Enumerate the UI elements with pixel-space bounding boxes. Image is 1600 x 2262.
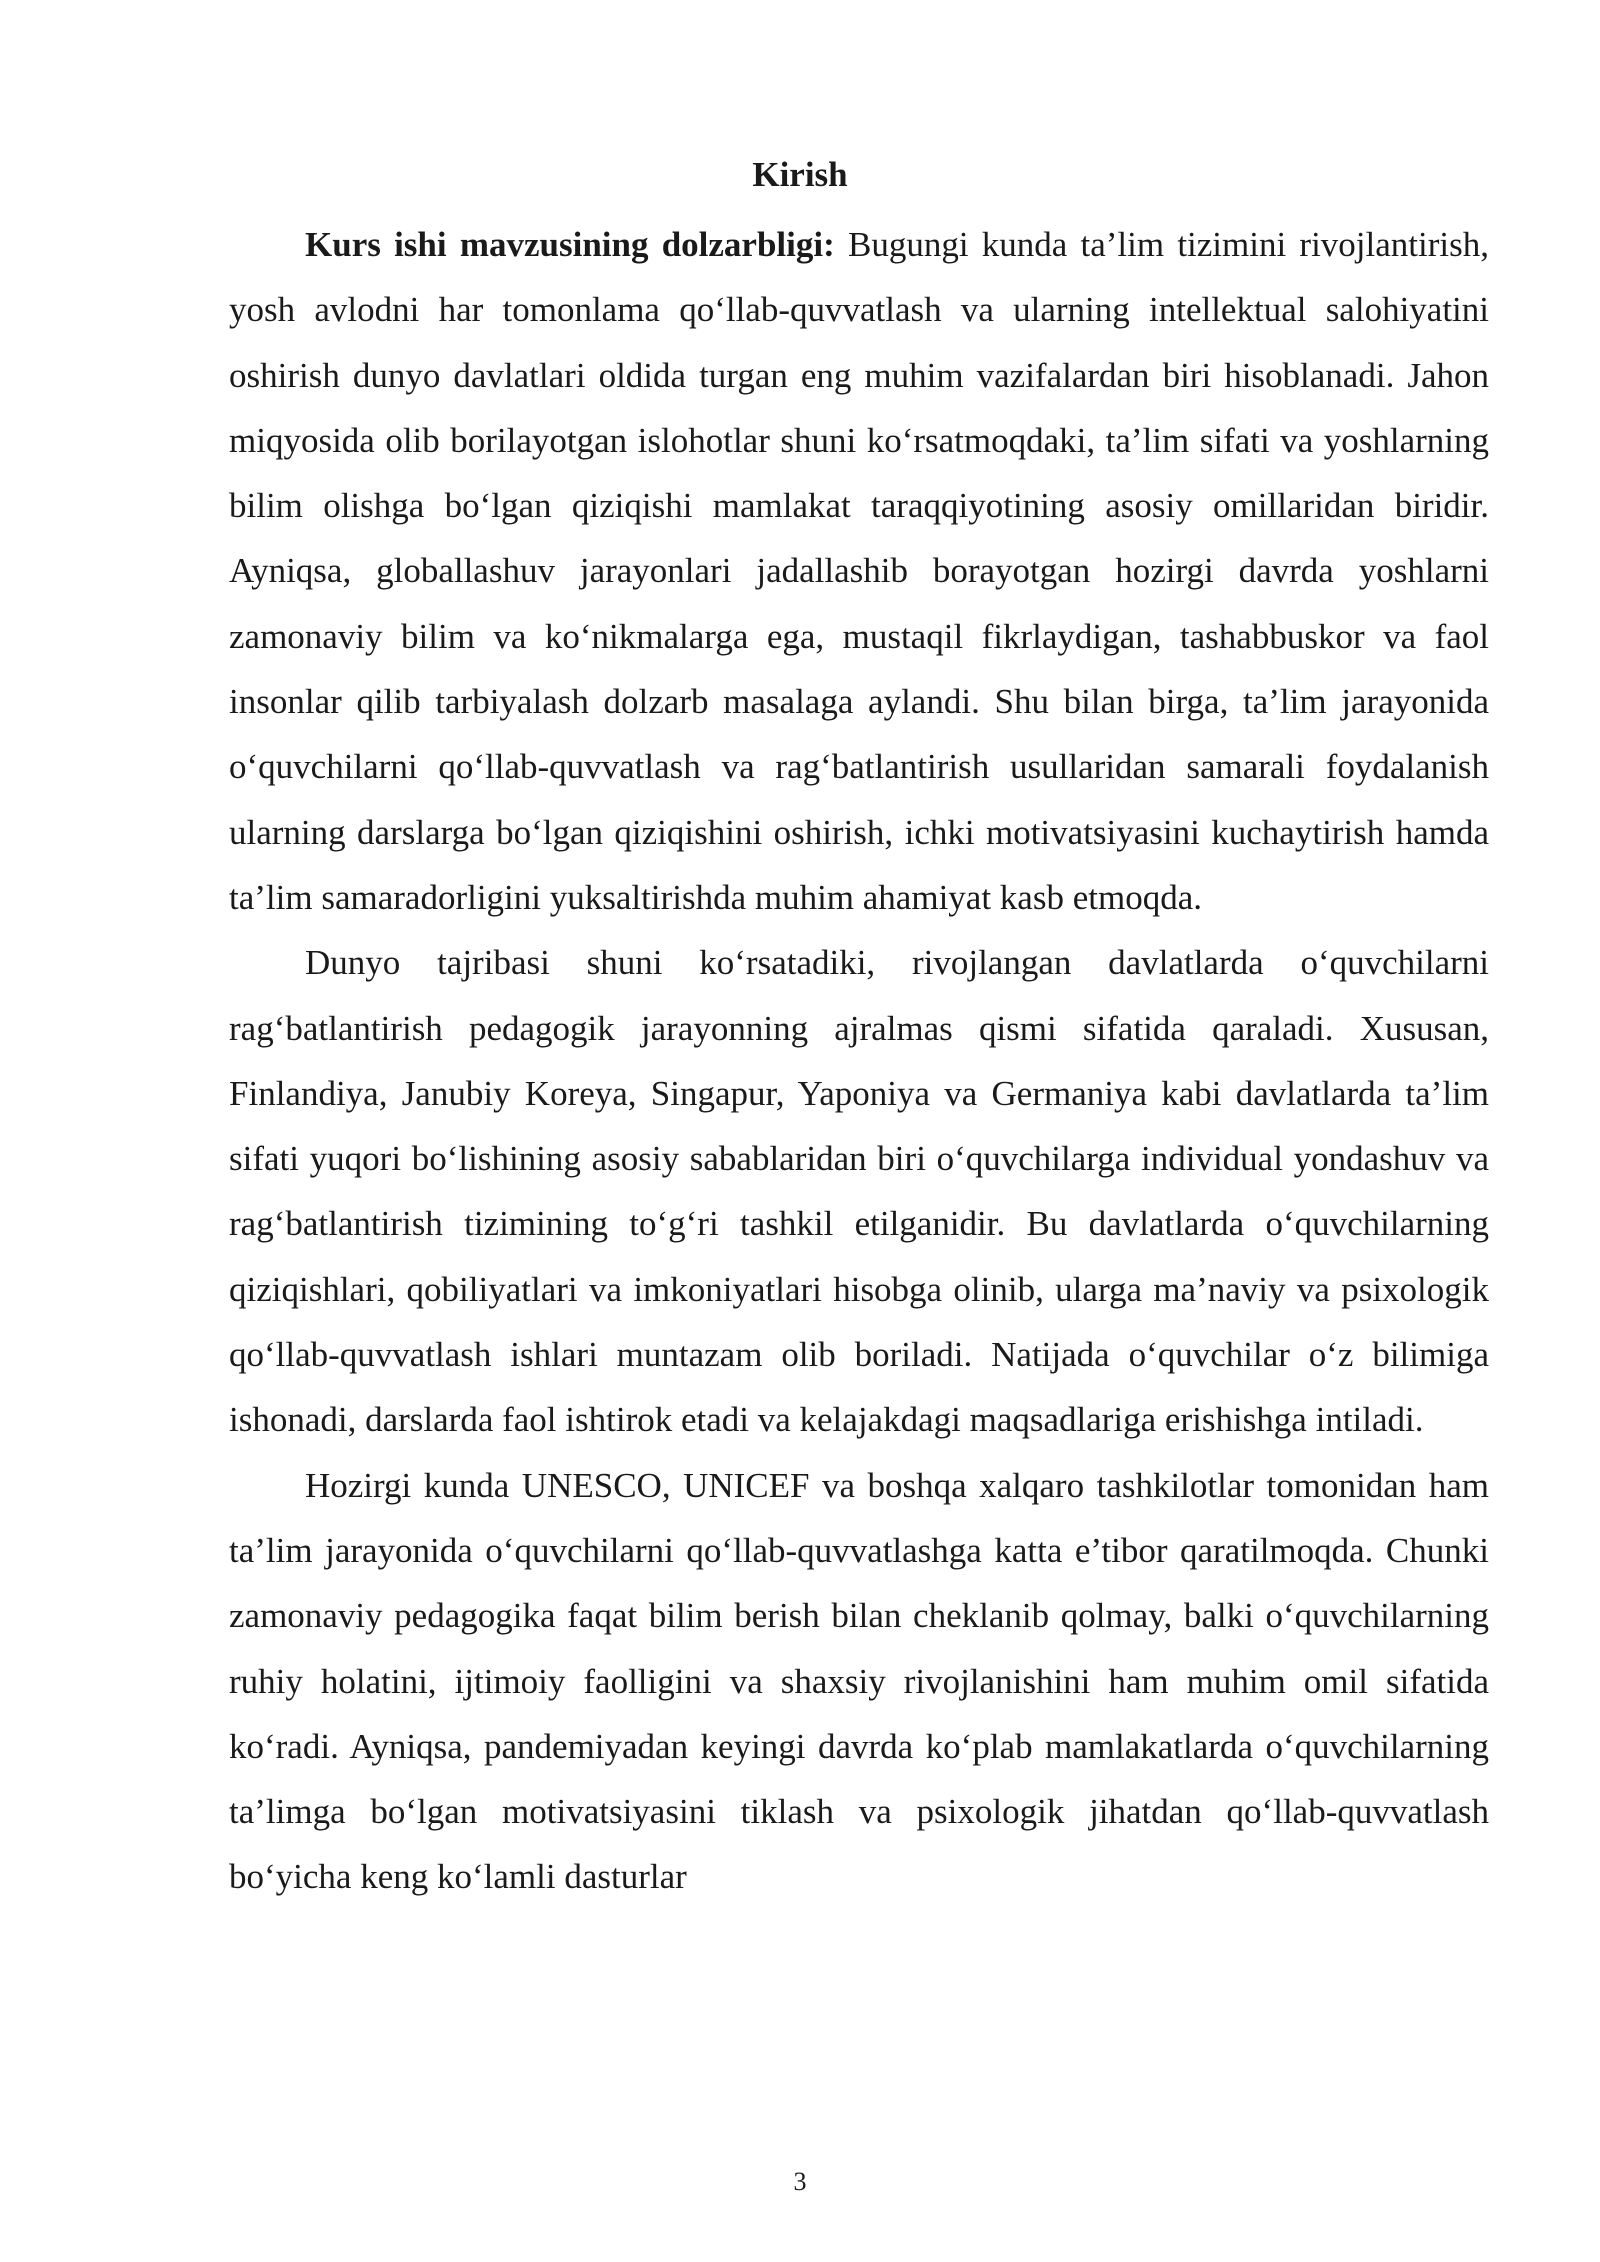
paragraph-lead: Kurs ishi mavzusining dolzarbligi: (305, 225, 835, 264)
paragraph-international-organizations (229, 1453, 1489, 1910)
paragraph-relevance (229, 212, 1489, 930)
paragraph-text: Bugungi kunda ta’lim tizimini rivojlantirish, yosh avlodni har tomonlama qo‘llab-quvvatlash va ularning intellektual salohiyatini oshirish dunyo davlatlari oldida turgan eng muhim vazifalardan biri hisoblanadi. Jahon miqyosida olib borilayotgan islohotlar shuni ko‘rsatmoqdaki, ta’lim sifati va yoshlarning bilim olishga bo‘lgan qiziqishi mamlakat taraqqiyotining asosiy omillaridan biridir. Ayniqsa, globallashuv jarayonlari jadallashib borayotgan hozirgi davrda yoshlarni zamonaviy bilim va ko‘nikmalarga ega, mustaqil fikrlaydigan, tashabbuskor va faol insonlar qilib tarbiyalash dolzarb masalaga aylandi. Shu bilan birga, ta’lim jarayonida o‘quvchilarni qo‘llab-quvvatlash va rag‘batlantirish usullaridan samarali foydalanish ularning darslarga bo‘lgan qiziqishini oshirish, ichki motivatsiyasini kuchaytirish hamda ta’lim samaradorligini yuksaltirishda muhim ahamiyat kasb etmoqda. (229, 225, 1489, 917)
body-text (229, 212, 1489, 1910)
page-number: 3 (793, 2167, 807, 2196)
paragraph-text: Dunyo tajribasi shuni ko‘rsatadiki, rivojlangan davlatlarda o‘quvchilarni rag‘batlantirish pedagogik jarayonning ajralmas qismi sifatida qaraladi. Xususan, Finlandiya, Janubiy Koreya, Singapur, Yaponiya va Germaniya kabi davlatlarda ta’lim sifati yuqori bo‘lishining asosiy sabablaridan biri o‘quvchilarga individual yondashuv va rag‘batlantirish tizimining to‘g‘ri tashkil etilganidir. Bu davlatlarda o‘quvchilarning qiziqishlari, qobiliyatlari va imkoniyatlari hisobga olinib, ularga ma’naviy va psixologik qo‘llab-quvvatlash ishlari muntazam olib boriladi. Natijada o‘quvchilar o‘z bilimiga ishonadi, darslarda faol ishtirok etadi va kelajakdagi maqsadlariga erishishga intiladi. (229, 943, 1489, 1440)
paragraph-world-experience (229, 930, 1489, 1452)
paragraph-text: Hozirgi kunda UNESCO, UNICEF va boshqa xalqaro tashkilotlar tomonidan ham ta’lim jarayonida o‘quvchilarni qo‘llab-quvvatlashga katta e’tibor qaratilmoqda. Chunki zamonaviy pedagogika faqat bilim berish bilan cheklanib qolmay, balki o‘quvchilarning ruhiy holatini, ijtimoiy faolligini va shaxsiy rivojlanishini ham muhim omil sifatida ko‘radi. Ayniqsa, pandemiyadan keyingi davrda ko‘plab mamlakatlarda o‘quvchilarning ta’limga bo‘lgan motivatsiyasini tiklash va psixologik jihatdan qo‘llab-quvvatlash bo‘yicha keng ko‘lamli dasturlar (229, 1465, 1489, 1897)
section-heading: Kirish (752, 155, 848, 194)
